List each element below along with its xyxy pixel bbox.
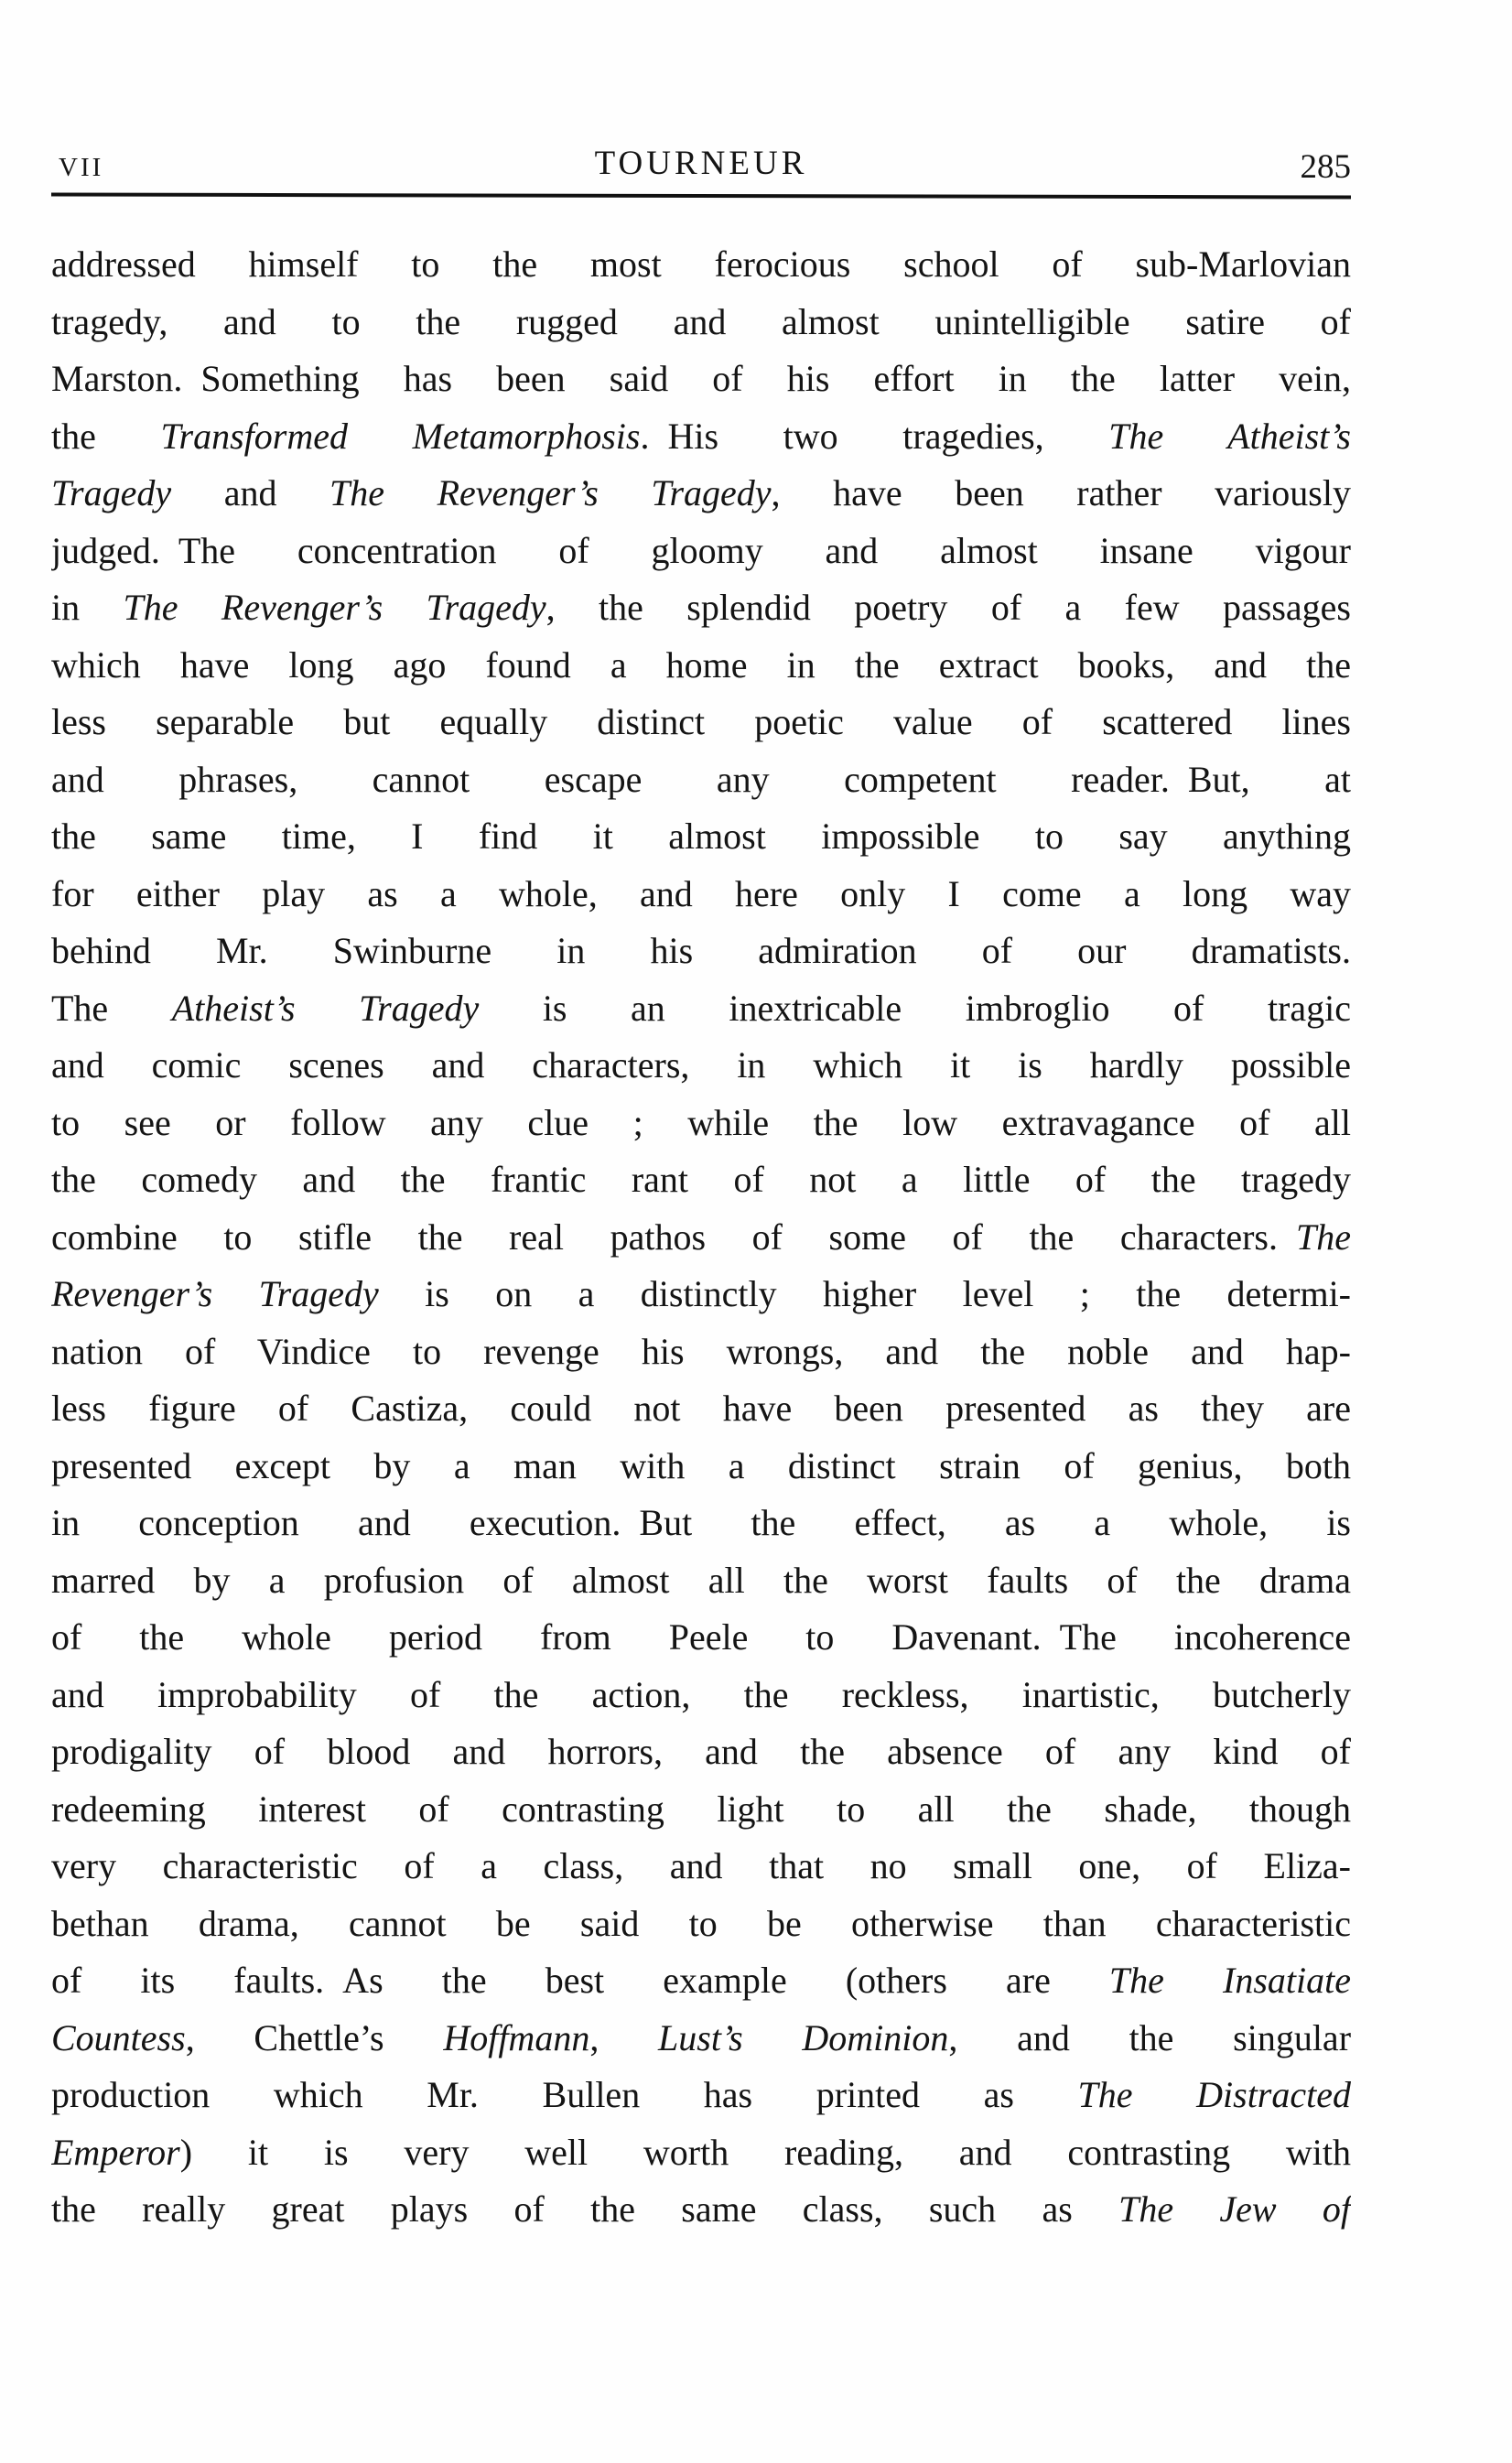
text-line (51, 351, 1351, 408)
text-line (51, 2010, 1351, 2068)
text-line (51, 1266, 1351, 1323)
text-segment: and improbability of the action, the reckless, inartistic, butcherly (51, 1673, 1351, 1715)
text-line (51, 523, 1351, 580)
text-segment: ) it is very well worth reading, and contrasting with (179, 2131, 1351, 2173)
text-line (51, 866, 1351, 924)
text-line (51, 637, 1351, 695)
text-line (51, 579, 1351, 637)
text-segment: less figure of Castiza, could not have been presented as they are (51, 1388, 1351, 1429)
text-segment: the comedy and the frantic rant of not a little of the tragedy (51, 1159, 1351, 1200)
text-segment: The (51, 987, 172, 1029)
text-segment: , (589, 2016, 659, 2058)
text-segment: in (51, 587, 124, 628)
text-segment: and phrases, cannot escape any competent reader. But, at (51, 758, 1351, 800)
text-segment: combine to stifle the real pathos of some of the characters. (51, 1215, 1296, 1258)
text-line (51, 751, 1351, 809)
italic-text-segment: The Insatiate (1108, 1960, 1351, 2001)
text-line (51, 694, 1351, 751)
italic-text-segment: Countess (51, 2016, 186, 2058)
italic-text-segment: The Revenger’s Tragedy (123, 587, 546, 628)
text-segment: tragedy, and to the rugged and almost unintelligible satire of (51, 300, 1351, 342)
text-segment: redeeming interest of contrasting light to all the shade, though (51, 1788, 1351, 1830)
text-segment: , and the singular (948, 2016, 1351, 2058)
text-segment: the same time, I find it almost impossible to say anything (51, 816, 1351, 857)
italic-text-segment: Transformed Metamorphosis (160, 415, 641, 457)
text-line (51, 465, 1351, 523)
text-segment: production which Mr. Bullen has printed as (51, 2074, 1078, 2115)
header-chapter-number: VII (59, 153, 104, 182)
text-segment: Marston. Something has been said of his effort in the latter vein, (51, 358, 1351, 399)
italic-text-segment: The Atheist’s (1108, 415, 1351, 457)
text-segment: , have been rather variously (771, 472, 1351, 513)
text-segment: very characteristic of a class, and that no small one, of Eliza- (51, 1845, 1351, 1886)
italic-text-segment: The Distracted (1077, 2074, 1351, 2115)
text-segment: of its faults. As the best example (others are (51, 1960, 1109, 2001)
text-line (51, 1552, 1351, 1610)
text-line (51, 1781, 1351, 1839)
text-line (51, 1609, 1351, 1667)
italic-text-segment: Emperor (51, 2131, 180, 2173)
text-segment: presented except by a man with a distinct strain of genius, both (51, 1444, 1351, 1486)
header-running-title: TOURNEUR (594, 145, 808, 182)
text-segment: the really great plays of the same class, such as (51, 2188, 1119, 2230)
text-line (51, 2067, 1351, 2124)
text-line (51, 1896, 1351, 1953)
italic-text-segment: The Jew of (1118, 2188, 1351, 2230)
text-segment: judged. The concentration of gloomy and almost insane vigour (51, 529, 1351, 571)
text-segment: in conception and execution. But the effect, as a whole, is (51, 1502, 1351, 1543)
text-line (51, 2181, 1351, 2239)
text-segment: addressed himself to the most ferocious school of sub-Marlovian (51, 243, 1351, 285)
text-line (51, 1151, 1351, 1209)
text-line (51, 236, 1351, 294)
text-line (51, 1495, 1351, 1552)
italic-text-segment: Revenger’s Tragedy (51, 1273, 379, 1314)
header-page-number: 285 (1300, 148, 1351, 186)
text-segment: is an inextricable imbroglio of tragic (479, 987, 1351, 1029)
text-segment: behind Mr. Swinburne in his admiration of our dramatists. (51, 930, 1351, 971)
header-rule (51, 193, 1351, 200)
text-segment: and (171, 472, 330, 513)
text-segment: which have long ago found a home in the extract books, and the (51, 643, 1351, 686)
text-line (51, 1037, 1351, 1095)
text-line (51, 1838, 1351, 1896)
text-line (51, 1667, 1351, 1724)
text-line (51, 1323, 1351, 1381)
text-segment: prodigality of blood and horrors, and the absence of any kind of (51, 1731, 1351, 1772)
text-line (51, 1209, 1351, 1267)
italic-text-segment: The Revenger’s Tragedy (329, 472, 772, 513)
text-segment: , Chettle’s (185, 2016, 444, 2058)
text-segment: . His two tragedies, (640, 415, 1109, 457)
text-line (51, 1380, 1351, 1438)
text-segment: marred by a profusion of almost all the worst faults of the drama (51, 1559, 1351, 1601)
text-segment: nation of Vindice to revenge his wrongs, and the noble and hap- (51, 1330, 1351, 1372)
text-line (51, 408, 1351, 466)
text-segment: is on a distinctly higher level ; the determi- (378, 1273, 1351, 1314)
text-segment: , the splendid poetry of a few passages (545, 587, 1351, 628)
text-line (51, 923, 1351, 980)
text-segment: the (51, 415, 161, 457)
text-segment: for either play as a whole, and here only I come a long way (51, 872, 1351, 914)
text-line (51, 980, 1351, 1038)
italic-text-segment: Lust’s Dominion (658, 2016, 949, 2058)
text-line (51, 1438, 1351, 1496)
italic-text-segment: Hoffmann (443, 2016, 590, 2058)
text-line (51, 294, 1351, 351)
text-segment: to see or follow any clue ; while the low extravagance of all (51, 1101, 1351, 1143)
italic-text-segment: Tragedy (51, 472, 172, 513)
page-body-text (51, 236, 1351, 2239)
page-content (51, 0, 1351, 2239)
text-line (51, 1723, 1351, 1781)
text-segment: bethan drama, cannot be said to be otherwise than characteristic (51, 1902, 1351, 1944)
text-line (51, 1952, 1351, 2010)
page-header (51, 117, 1351, 186)
italic-text-segment: Atheist’s Tragedy (171, 987, 480, 1029)
text-segment: less separable but equally distinct poetic value of scattered lines (51, 701, 1351, 742)
text-line (51, 808, 1351, 866)
text-segment: and comic scenes and characters, in which it is hardly possible (51, 1044, 1351, 1086)
text-line (51, 2124, 1351, 2182)
text-line (51, 1095, 1351, 1152)
italic-text-segment: The (1296, 1215, 1351, 1258)
text-segment: of the whole period from Peele to Davenant. The incoherence (51, 1616, 1351, 1658)
